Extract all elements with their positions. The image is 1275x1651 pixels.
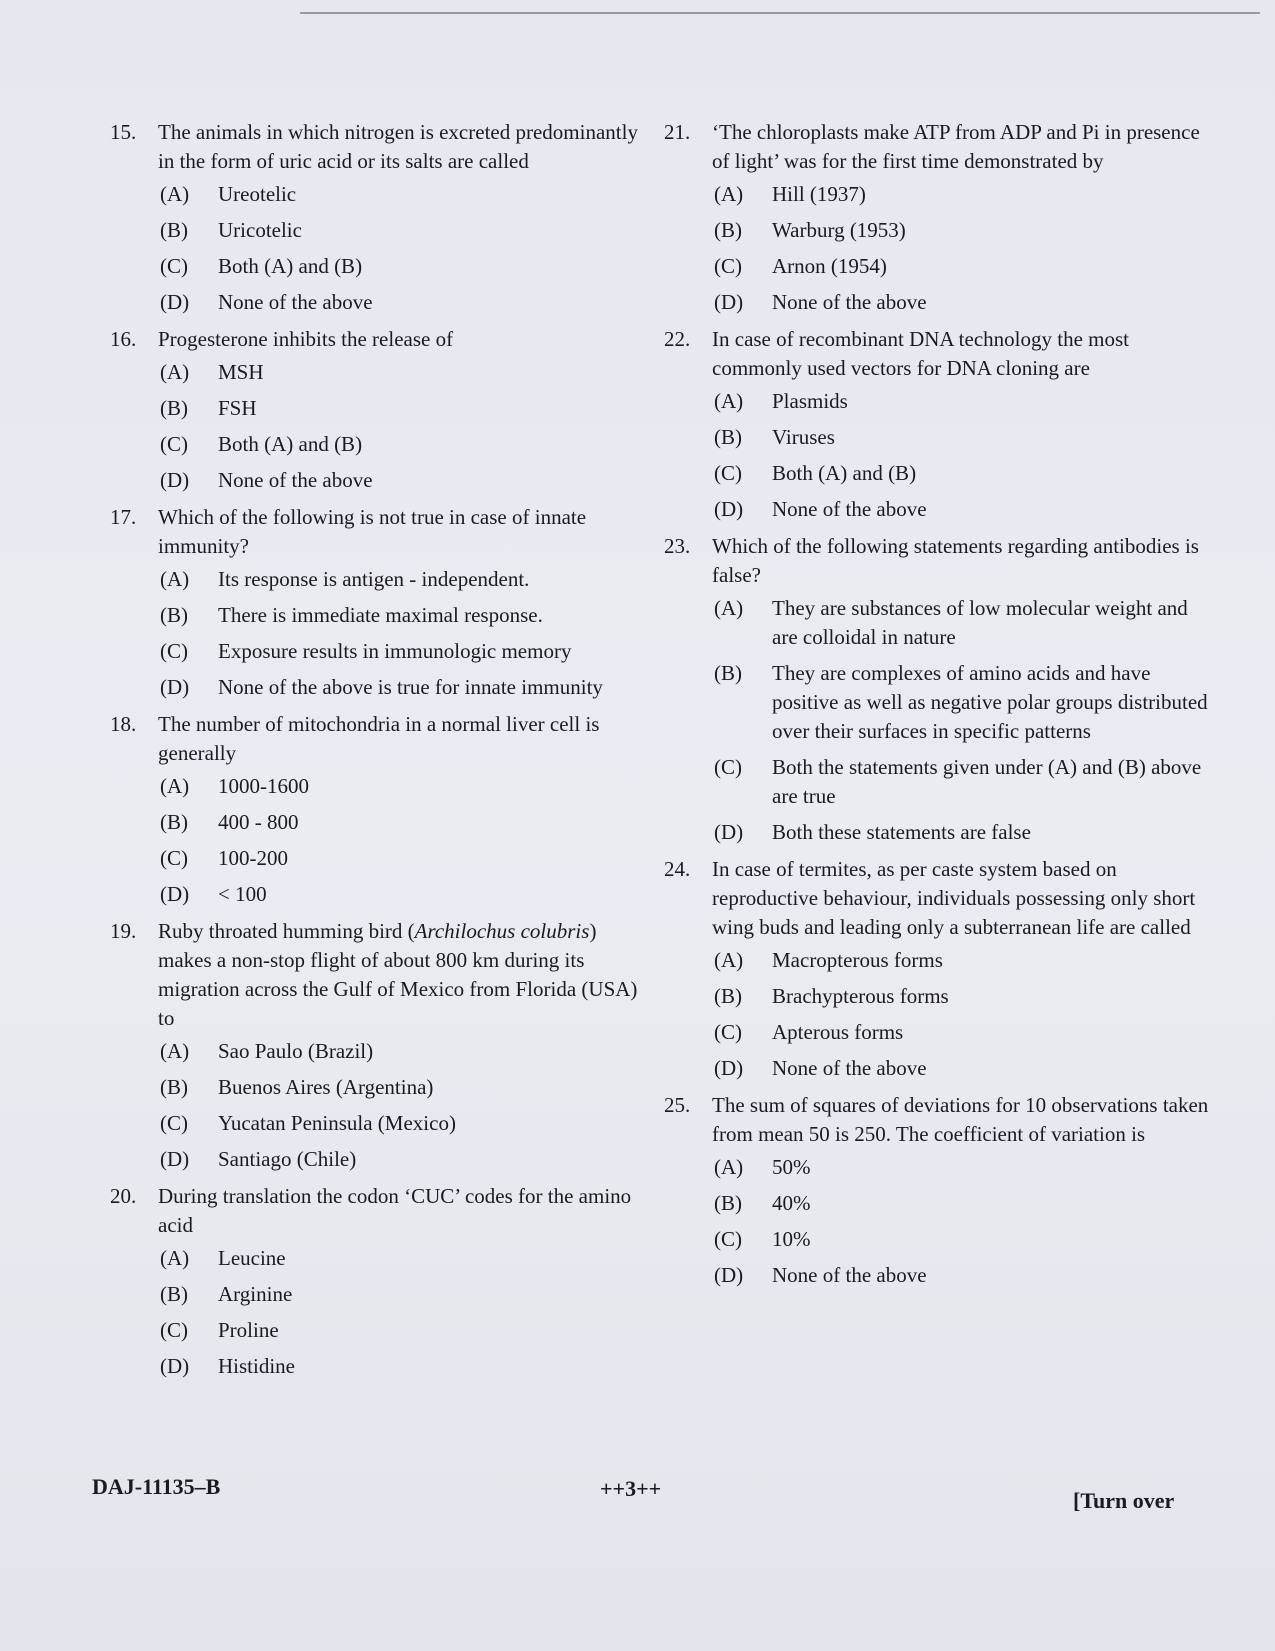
- option: (C) Both (A) and (B): [714, 461, 917, 485]
- question-16: [110, 325, 650, 495]
- option: (C) Yucatan Peninsula (Mexico): [160, 1111, 456, 1135]
- option: (B) FSH: [160, 396, 257, 420]
- option: (A) Hill (1937): [714, 182, 866, 206]
- option: (A) Ureotelic: [160, 182, 297, 206]
- option: (B) 400 - 800: [160, 810, 299, 834]
- option: (D) Both these statements are false: [714, 820, 1031, 844]
- question-number: 21.: [664, 120, 691, 144]
- question-number: 23.: [664, 534, 691, 558]
- option: (D) None of the above: [714, 1263, 927, 1287]
- question-text: In case of recombinant DNA technology the most commonly used vectors for DNA cloning are: [712, 327, 1129, 380]
- option: (D) Santiago (Chile): [160, 1147, 357, 1171]
- page-number: ++3++: [600, 1476, 662, 1501]
- option: (A) 50%: [714, 1155, 811, 1179]
- option: (B) They are complexes of amino acids and have positive as well as negative polar groups distributed over their surfaces in specific patterns: [714, 661, 1208, 743]
- question-25: [664, 1091, 1214, 1290]
- option: (A) MSH: [160, 360, 264, 384]
- option: (D) None of the above is true for innate immunity: [160, 675, 603, 699]
- question-18: [110, 710, 650, 909]
- option: (C) 10%: [714, 1227, 811, 1251]
- question-text: ‘The chloroplasts make ATP from ADP and Pi in presence of light’ was for the first time demonstrated by: [712, 120, 1200, 173]
- option: (B) Arginine: [160, 1282, 293, 1306]
- top-border-line: [300, 12, 1260, 14]
- question-17: [110, 503, 650, 702]
- question-text: During translation the codon ‘CUC’ codes for the amino acid: [158, 1184, 632, 1237]
- option: (B) 40%: [714, 1191, 811, 1215]
- option: (D) < 100: [160, 882, 267, 906]
- question-text: The number of mitochondria in a normal liver cell is generally: [158, 712, 600, 765]
- option: (B) Warburg (1953): [714, 218, 906, 242]
- option: (B) Viruses: [714, 425, 835, 449]
- option: (C) Exposure results in immunologic memory: [160, 639, 572, 663]
- question-number: 25.: [664, 1093, 691, 1117]
- option: (C) Both (A) and (B): [160, 432, 363, 456]
- question-text: The animals in which nitrogen is excreted predominantly in the form of uric acid or its salts are called: [158, 120, 638, 173]
- option: (D) None of the above: [714, 1056, 927, 1080]
- question-24: [664, 855, 1214, 1083]
- option: (A) 1000-1600: [160, 774, 309, 798]
- option: (D) None of the above: [714, 497, 927, 521]
- question-15: [110, 118, 650, 317]
- paper-code: DAJ-11135–B: [92, 1474, 221, 1499]
- question-23: [664, 532, 1214, 847]
- option: (D) None of the above: [714, 290, 927, 314]
- option: (C) Both the statements given under (A) and (B) above are true: [714, 755, 1202, 808]
- question-number: 16.: [110, 327, 137, 351]
- question-text: Which of the following is not true in case of innate immunity?: [158, 505, 587, 558]
- option: (D) Histidine: [160, 1354, 295, 1378]
- option: (D) None of the above: [160, 468, 373, 492]
- turn-over-note: [Turn over: [1073, 1488, 1175, 1513]
- question-number: 24.: [664, 857, 691, 881]
- question-20: [110, 1182, 650, 1381]
- option: (A) Leucine: [160, 1246, 286, 1270]
- question-19: [110, 917, 650, 1174]
- option: (C) Apterous forms: [714, 1020, 904, 1044]
- option: (A) Its response is antigen - independent.: [160, 567, 530, 591]
- question-text: The sum of squares of deviations for 10 observations taken from mean 50 is 250. The coefficient of variation is: [712, 1093, 1209, 1146]
- option: (B) Brachypterous forms: [714, 984, 949, 1008]
- option: (C) Proline: [160, 1318, 279, 1342]
- option: (C) 100-200: [160, 846, 288, 870]
- question-text: Progesterone inhibits the release of: [158, 327, 454, 351]
- option: (A) They are substances of low molecular weight and are colloidal in nature: [714, 596, 1188, 649]
- question-text: Which of the following statements regarding antibodies is false?: [712, 534, 1199, 587]
- option: (C) Both (A) and (B): [160, 254, 363, 278]
- species-name: Archilochus colubris: [414, 919, 590, 943]
- option: (A) Sao Paulo (Brazil): [160, 1039, 374, 1063]
- question-number: 20.: [110, 1184, 137, 1208]
- option: (D) None of the above: [160, 290, 373, 314]
- question-number: 17.: [110, 505, 137, 529]
- question-number: 15.: [110, 120, 137, 144]
- option: (A) Plasmids: [714, 389, 848, 413]
- option: (B) There is immediate maximal response.: [160, 603, 543, 627]
- question-text: In case of termites, as per caste system based on reproductive behaviour, individuals possessing only short wing buds and leading only a subterranean life are called: [712, 857, 1196, 939]
- question-number: 19.: [110, 919, 137, 943]
- left-column: [110, 118, 650, 1389]
- question-text: Ruby throated humming bird (Archilochus colubris) makes a non-stop flight of about 800 km during its migration across the Gulf of Mexico from Florida (USA) to: [158, 919, 638, 1030]
- question-number: 18.: [110, 712, 137, 736]
- option: (B) Uricotelic: [160, 218, 302, 242]
- right-column: [664, 118, 1214, 1298]
- question-number: 22.: [664, 327, 691, 351]
- question-21: [664, 118, 1214, 317]
- option: (A) Macropterous forms: [714, 948, 943, 972]
- question-22: [664, 325, 1214, 524]
- option: (C) Arnon (1954): [714, 254, 887, 278]
- option: (B) Buenos Aires (Argentina): [160, 1075, 434, 1099]
